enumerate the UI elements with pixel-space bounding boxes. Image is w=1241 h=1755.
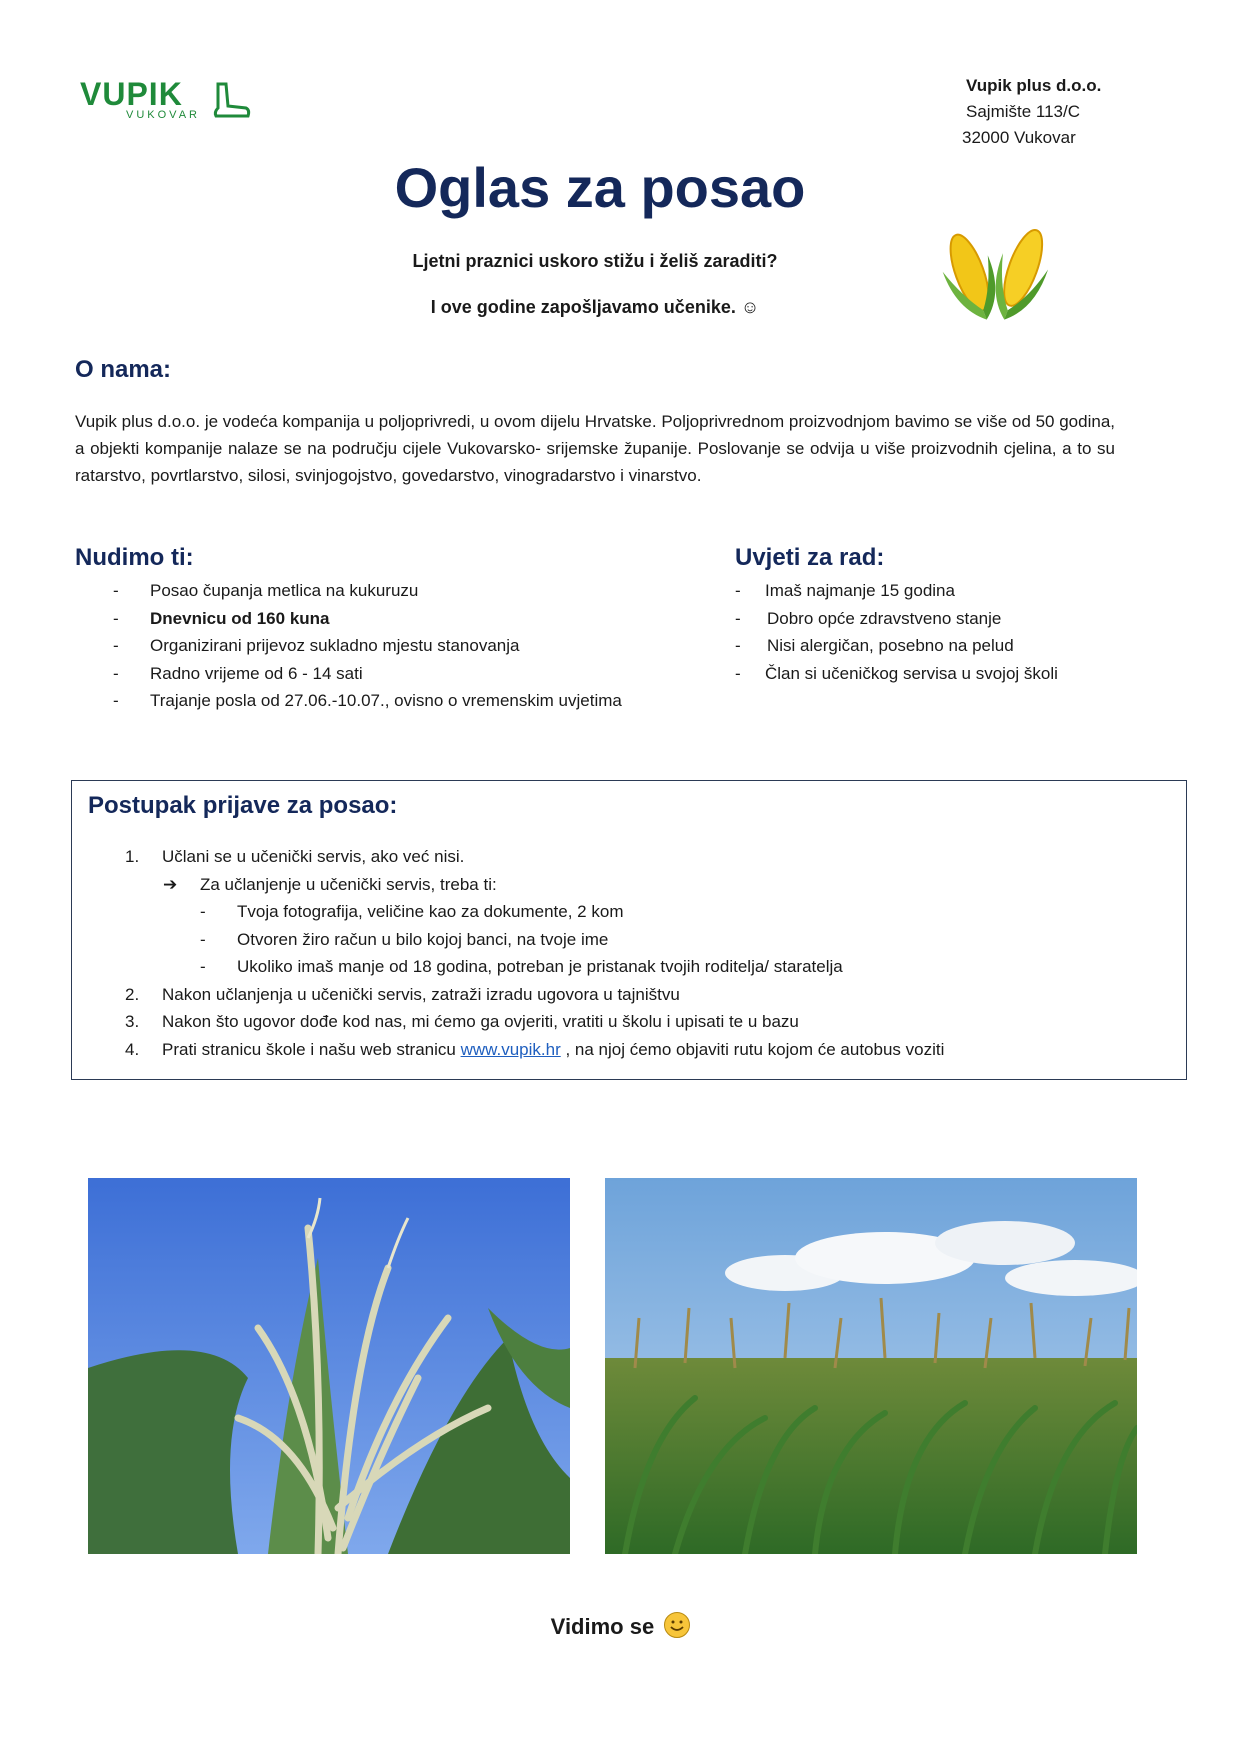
conditions-list bbox=[735, 577, 1155, 687]
about-heading: O nama: bbox=[75, 356, 172, 383]
list-item: - Ukoliko imaš manje od 18 godina, potreban je pristanak tvojih roditelja/ staratelja bbox=[200, 957, 843, 976]
list-item: - Dnevnicu od 160 kuna bbox=[113, 608, 330, 628]
list-item: - Otvoren žiro račun u bilo kojoj banci, na tvoje ime bbox=[200, 929, 609, 949]
list-item: - Nisi alergičan, posebno na pelud bbox=[735, 636, 1014, 655]
procedure-list bbox=[125, 843, 1165, 1063]
procedure-heading: Postupak prijave za posao: bbox=[88, 792, 398, 819]
conditions-heading: Uvjeti za rad: bbox=[735, 544, 885, 571]
corn-tassel-photo bbox=[88, 1178, 570, 1554]
corn-illustration bbox=[928, 222, 1062, 330]
list-item: - Član si učeničkog servisa u svojoj školi bbox=[735, 663, 1058, 683]
company-address bbox=[962, 73, 1102, 151]
corn-field-photo bbox=[605, 1178, 1137, 1554]
boot-icon bbox=[212, 78, 252, 122]
lead-statement: I ove godine zapošljavamo učenike. ☺ bbox=[430, 297, 760, 317]
procedure-step-1-requirements: ➔ Za učlanjenje u učenički servis, treba ti: bbox=[125, 871, 1165, 899]
procedure-step-2: 2. Nakon učlanjenja u učenički servis, zatraži izradu ugovora u tajništvu bbox=[125, 984, 680, 1004]
address-company: Vupik plus d.o.o. bbox=[966, 76, 1102, 95]
list-item: - Posao čupanja metlica na kukuruzu bbox=[113, 581, 419, 600]
lead-question: Ljetni praznici uskoro stižu i želiš zaraditi? bbox=[412, 251, 778, 271]
website-link[interactable]: www.vupik.hr bbox=[460, 1039, 561, 1059]
arrow-right-icon: ➔ bbox=[163, 874, 178, 894]
company-logo bbox=[80, 78, 250, 126]
list-item: - Radno vrijeme od 6 - 14 sati bbox=[113, 663, 363, 683]
closing-line bbox=[0, 1612, 1241, 1640]
list-item: - Dobro opće zdravstveno stanje bbox=[735, 608, 1002, 628]
closing-text: Vidimo se bbox=[550, 1614, 655, 1639]
list-item: - Imaš najmanje 15 godina bbox=[735, 581, 955, 600]
list-item: - Tvoja fotografija, veličine kao za dokumente, 2 kom bbox=[200, 902, 624, 921]
offer-list bbox=[75, 577, 715, 715]
logo-subtitle: VUKOVAR bbox=[126, 109, 200, 121]
list-item: - Trajanje posla od 27.06.-10.07., ovisno o vremenskim uvjetima bbox=[113, 691, 622, 710]
page-title: Oglas za posao bbox=[394, 156, 806, 219]
address-street: Sajmište 113/C bbox=[966, 102, 1081, 121]
smiley-icon bbox=[664, 1612, 690, 1638]
list-item: - Organizirani prijevoz sukladno mjestu stanovanja bbox=[113, 636, 520, 655]
procedure-step-1: 1. Učlani se u učenički servis, ako već nisi. bbox=[125, 847, 465, 866]
procedure-step-3: 3. Nakon što ugovor dođe kod nas, mi ćemo ga ovjeriti, vratiti u školu i upisati te u bazu bbox=[125, 1012, 799, 1031]
offer-heading: Nudimo ti: bbox=[75, 544, 194, 571]
procedure-step-4: 4. Prati stranicu škole i našu web stranicu www.vupik.hr , na njoj ćemo objaviti rutu kojom će autobus voziti bbox=[125, 1039, 945, 1059]
logo-wordmark: VUPIK bbox=[80, 76, 183, 112]
address-city: 32000 Vukovar bbox=[962, 128, 1076, 147]
about-text: Vupik plus d.o.o. je vodeća kompanija u poljoprivredi, u ovom dijelu Hrvatske. Poljoprivrednom proizvodnjom bavimo se više od 50 godina, a objekti kompanije nalaze se na području cijele Vukovarsko- srijemske županije. Poslovanje se odvija u više proizvodnih cjelina, a to su ratarstvo, povrtlarstvo, silosi, svinjogojstvo, govedarstvo, vinogradarstvo i vinarstvo. bbox=[75, 412, 1115, 485]
